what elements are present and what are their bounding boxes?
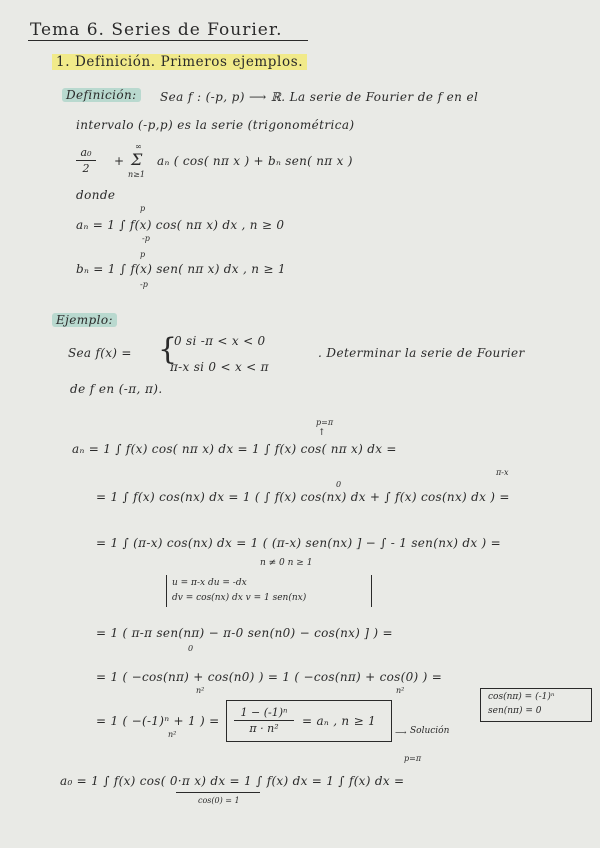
solution-label: Solución [410,726,450,736]
an-limit-bottom: -p [142,234,150,243]
result-fraction [234,706,294,735]
sum-bottom: n≥1 [128,170,145,179]
a0-underbrace [176,792,260,793]
section-highlight: 1. Definición. Primeros ejemplos. [52,54,307,70]
series-plus: + [114,154,125,168]
example-label [52,313,117,327]
title-underline [28,40,308,41]
line6-n2: n² [168,730,177,739]
identity-sen: sen(nπ) = 0 [488,706,542,716]
cases-brace: { [158,332,178,367]
an-limit-top: p [140,204,146,213]
example-sea: Sea f(x) = [68,346,132,360]
identity-cos: cos(nπ) = (-1)ⁿ [488,692,555,702]
line1-arrow: ↑ [318,428,326,438]
a0-line: a₀ = 1 ∫ f(x) cos( 0·π x) dx = 1 ∫ f(x) dx = 1 ∫ f(x) dx = [60,774,405,788]
parts-u: u = π-x du = -dx [172,578,247,588]
definition-highlight: Definición: [62,88,141,102]
case-2: π-x si 0 < x < π [170,360,269,374]
line3-n-condition: n ≠ 0 n ≥ 1 [260,558,313,568]
line-1: aₙ = 1 ∫ f(x) cos( nπ x) dx = 1 ∫ f(x) cos( nπ x) dx = [72,442,397,456]
line2-pi-x: π-x [496,468,509,477]
series-two: 2 [82,162,90,175]
case-1: 0 si -π < x < 0 [174,334,266,348]
an-definition: aₙ = 1 ∫ f(x) cos( nπ x) dx , n ≥ 0 [76,218,285,232]
donde: donde [76,188,116,202]
section-heading [52,54,307,70]
line-4: = 1 ( π-π sen(nπ) − π-0 sen(n0) − cos(nx) ] ) = [96,626,393,640]
definition-line-2: intervalo (-p,p) es la serie (trigonométrica) [76,118,355,132]
line-2: = 1 ∫ f(x) cos(nx) dx = 1 ( ∫ f(x) cos(nx) dx + ∫ f(x) cos(nx) dx ) = [96,490,510,504]
solution-arrow: ⟶ [395,728,407,737]
line2-zero: 0 [336,480,342,489]
line1-p-pi: p=π [316,418,334,427]
example-text-1: . Determinar la serie de Fourier [318,346,525,360]
series-a0: a₀ [80,146,92,159]
parts-dv: dv = cos(nx) dx v = 1 sen(nx) [172,593,307,603]
bn-limit-bottom: -p [140,280,148,289]
a0-p-pi: p=π [404,754,422,763]
result-numerator: 1 − (-1)ⁿ [240,706,288,719]
sum-symbol: Σ [131,150,143,169]
definition-label [62,88,141,102]
bn-limit-top: p [140,250,146,259]
line5-n2-a: n² [196,686,205,695]
page-title: Tema 6. Series de Fourier. [30,20,283,40]
line-5: = 1 ( −cos(nπ) + cos(n0) ) = 1 ( −cos(nπ) + cos(0) ) = [96,670,443,684]
result-denominator: π · n² [249,722,279,735]
example-highlight: Ejemplo: [52,313,117,327]
bn-definition: bₙ = 1 ∫ f(x) sen( nπ x) dx , n ≥ 1 [76,262,286,276]
line-6: = 1 ( −(-1)ⁿ + 1 ) = [96,714,220,728]
line4-zero: 0 [188,644,194,653]
line-3: = 1 ∫ (π-x) cos(nx) dx = 1 ( (π-x) sen(nx) ] − ∫ - 1 sen(nx) dx ) = [96,536,502,550]
line5-n2-b: n² [396,686,405,695]
series-a0-fraction [76,146,96,175]
sum-top: ∞ [135,142,142,151]
series-body: aₙ ( cos( nπ x ) + bₙ sen( nπ x ) [157,154,353,168]
result-an: = aₙ , n ≥ 1 [302,714,376,728]
definition-line-1: Sea f : (-p, p) ⟶ ℝ. La serie de Fourier de f en el [160,90,479,104]
example-text-2: de f en (-π, π). [70,382,163,396]
a0-under: cos(0) = 1 [198,796,240,805]
